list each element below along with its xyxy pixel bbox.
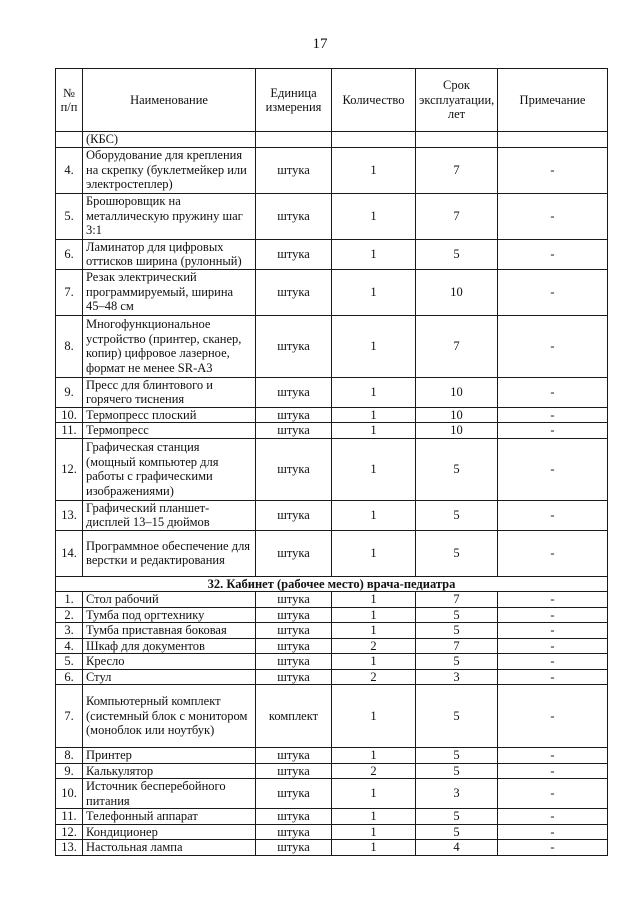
row-service-life: 7 [416,193,498,239]
row-service-life: 5 [416,748,498,764]
row-service-life: 5 [416,500,498,530]
row-note: - [498,500,608,530]
row-note: - [498,669,608,685]
table-row [56,438,608,500]
row-service-life: 7 [416,592,498,608]
row-note: - [498,592,608,608]
row-name: Программное обеспечение для верстки и редактирования [83,530,256,576]
page-number: 17 [312,36,328,52]
row-name: Калькулятор [83,763,256,779]
row-quantity: 1 [332,269,416,315]
table-row [56,763,608,779]
row-unit: штука [256,748,332,764]
row-quantity: 1 [332,315,416,377]
row-quantity: 1 [332,239,416,269]
row-quantity: 1 [332,423,416,439]
row-name: Настольная лампа [83,840,256,856]
table-row [56,239,608,269]
row-quantity: 1 [332,377,416,407]
header-unit: Единица измерения [256,69,332,132]
row-note: - [498,809,608,825]
equipment-table [55,68,608,856]
table-row [56,824,608,840]
header-number: № п/п [56,69,83,132]
header-quantity: Количество [332,69,416,132]
row-service-life: 5 [416,763,498,779]
table-row [56,607,608,623]
row-number: 3. [56,623,83,639]
table-row [56,638,608,654]
row-note: - [498,685,608,748]
row-unit: штука [256,779,332,809]
row-number: 7. [56,269,83,315]
row-note: - [498,840,608,856]
row-number: 4. [56,638,83,654]
row-number: 2. [56,607,83,623]
row-unit: штука [256,623,332,639]
row-name: Термопресс [83,423,256,439]
row-note: - [498,407,608,423]
row-service-life: 10 [416,407,498,423]
row-number: 14. [56,530,83,576]
row-number: 7. [56,685,83,748]
row-quantity: 2 [332,763,416,779]
row-unit: штука [256,147,332,193]
section-title: 32. Кабинет (рабочее место) врача-педиатра [56,576,608,592]
row-number: 9. [56,763,83,779]
row-quantity: 1 [332,592,416,608]
row-unit: штука [256,638,332,654]
row-quantity: 1 [332,824,416,840]
row-number: 10. [56,779,83,809]
row-note: - [498,377,608,407]
row-name: (КБС) [83,132,256,148]
row-service-life: 5 [416,824,498,840]
row-note: - [498,763,608,779]
row-service-life: 5 [416,809,498,825]
table-row [56,654,608,670]
row-note: - [498,239,608,269]
row-name: Компьютерный комплект (системный блок с монитором (моноблок или ноутбук) [83,685,256,748]
table-row [56,530,608,576]
row-unit: штука [256,315,332,377]
row-name: Телефонный аппарат [83,809,256,825]
row-service-life: 5 [416,685,498,748]
header-note: Примечание [498,69,608,132]
table-row [56,748,608,764]
row-service-life: 5 [416,239,498,269]
row-note: - [498,530,608,576]
table-row [56,407,608,423]
row-unit [256,132,332,148]
row-note: - [498,269,608,315]
row-number [56,132,83,148]
row-name: Многофункциональное устройство (принтер, сканер, копир) цифровое лазерное, формат не менее SR-A3 [83,315,256,377]
row-quantity: 1 [332,193,416,239]
row-unit: штука [256,407,332,423]
row-quantity [332,132,416,148]
row-name: Стул [83,669,256,685]
table-row [56,193,608,239]
row-unit: комплект [256,685,332,748]
row-service-life: 5 [416,654,498,670]
row-note: - [498,638,608,654]
row-name: Графический планшет-дисплей 13–15 дюймов [83,500,256,530]
row-unit: штука [256,809,332,825]
table-row [56,269,608,315]
row-unit: штука [256,592,332,608]
row-service-life: 7 [416,638,498,654]
row-name: Брошюровщик на металлическую пружину шаг 3:1 [83,193,256,239]
row-quantity: 1 [332,623,416,639]
row-number: 10. [56,407,83,423]
row-unit: штука [256,438,332,500]
row-note: - [498,193,608,239]
row-number: 12. [56,438,83,500]
row-number: 6. [56,239,83,269]
row-service-life: 7 [416,147,498,193]
row-quantity: 1 [332,840,416,856]
row-quantity: 1 [332,147,416,193]
row-unit: штука [256,423,332,439]
table-row [56,500,608,530]
row-name: Тумба под оргтехнику [83,607,256,623]
row-note [498,132,608,148]
table-row [56,377,608,407]
row-service-life: 7 [416,315,498,377]
row-quantity: 1 [332,407,416,423]
row-note: - [498,779,608,809]
row-quantity: 1 [332,607,416,623]
row-note: - [498,654,608,670]
row-service-life: 4 [416,840,498,856]
table-row [56,809,608,825]
table-row [56,779,608,809]
table-row [56,147,608,193]
row-quantity: 1 [332,779,416,809]
row-note: - [498,748,608,764]
row-quantity: 1 [332,685,416,748]
row-quantity: 1 [332,809,416,825]
row-number: 12. [56,824,83,840]
row-number: 5. [56,654,83,670]
row-note: - [498,438,608,500]
row-quantity: 1 [332,530,416,576]
row-unit: штука [256,377,332,407]
row-number: 6. [56,669,83,685]
row-name: Оборудование для крепления на скрепку (буклетмейкер или электростеплер) [83,147,256,193]
row-unit: штука [256,607,332,623]
row-unit: штука [256,193,332,239]
table-row [56,623,608,639]
row-quantity: 1 [332,748,416,764]
row-name: Стол рабочий [83,592,256,608]
row-unit: штука [256,840,332,856]
row-note: - [498,623,608,639]
table-row [56,132,608,148]
table-row [56,669,608,685]
row-quantity: 2 [332,638,416,654]
table-row [56,423,608,439]
row-unit: штука [256,824,332,840]
table-row [56,840,608,856]
row-name: Графическая станция (мощный компьютер для работы с графическими изображениями) [83,438,256,500]
header-service-life: Срок эксплуатации, лет [416,69,498,132]
row-name: Кондиционер [83,824,256,840]
row-service-life: 5 [416,530,498,576]
row-service-life: 10 [416,377,498,407]
row-number: 13. [56,840,83,856]
row-note: - [498,824,608,840]
row-name: Термопресс плоский [83,407,256,423]
row-service-life: 5 [416,438,498,500]
table-header-row [56,69,608,132]
row-name: Принтер [83,748,256,764]
row-name: Пресс для блинтового и горячего тиснения [83,377,256,407]
row-unit: штука [256,269,332,315]
row-unit: штука [256,763,332,779]
row-quantity: 1 [332,500,416,530]
row-service-life: 10 [416,269,498,315]
row-name: Шкаф для документов [83,638,256,654]
row-unit: штука [256,669,332,685]
row-quantity: 1 [332,438,416,500]
row-note: - [498,147,608,193]
row-quantity: 1 [332,654,416,670]
row-note: - [498,315,608,377]
row-name: Источник бесперебойного питания [83,779,256,809]
row-service-life: 5 [416,623,498,639]
row-name: Тумба приставная боковая [83,623,256,639]
row-unit: штука [256,239,332,269]
row-unit: штука [256,654,332,670]
row-unit: штука [256,530,332,576]
row-name: Ламинатор для цифровых оттисков ширина (рулонный) [83,239,256,269]
row-name: Резак электрический программируемый, ширина 45–48 см [83,269,256,315]
row-number: 8. [56,748,83,764]
header-name: Наименование [83,69,256,132]
row-service-life [416,132,498,148]
row-number: 4. [56,147,83,193]
row-number: 9. [56,377,83,407]
table-row [56,685,608,748]
table-row [56,315,608,377]
row-service-life: 3 [416,669,498,685]
row-number: 13. [56,500,83,530]
row-note: - [498,607,608,623]
row-number: 5. [56,193,83,239]
row-unit: штука [256,500,332,530]
row-name: Кресло [83,654,256,670]
table-row [56,592,608,608]
row-quantity: 2 [332,669,416,685]
section-row [56,576,608,592]
row-number: 11. [56,809,83,825]
row-service-life: 5 [416,607,498,623]
row-note: - [498,423,608,439]
row-service-life: 3 [416,779,498,809]
row-number: 1. [56,592,83,608]
row-service-life: 10 [416,423,498,439]
row-number: 11. [56,423,83,439]
row-number: 8. [56,315,83,377]
